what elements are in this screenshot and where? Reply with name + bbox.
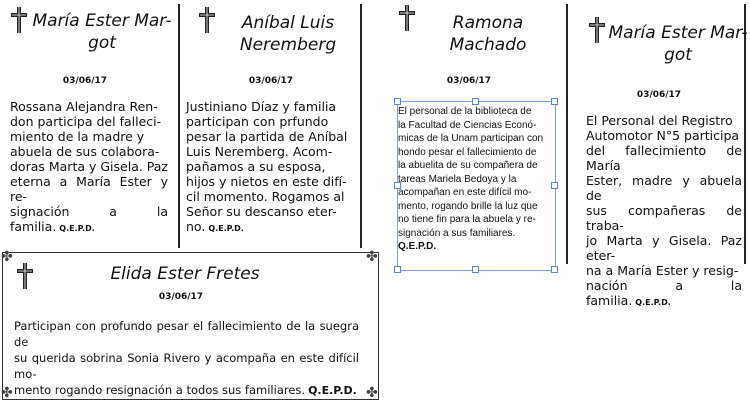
notice-date: 03/06/17 [636, 90, 682, 100]
column-divider [566, 4, 568, 264]
notice-text: Justiniano Díaz y familia participan con prfundo pesar la partida de Aníbal Luis Neremberg. Acom- pañamos a su esposa, hijos y nietos en este difí- cil momento. Rogamos al Señor su descanso eter- no. Q.E.P.D. [186, 99, 348, 234]
column-divider [178, 4, 180, 248]
resize-handle[interactable] [472, 98, 479, 105]
resize-handle[interactable] [551, 182, 558, 189]
cross-icon [196, 6, 218, 34]
deceased-name: María Ester Mar- got [608, 23, 748, 65]
resize-handle[interactable] [472, 266, 479, 273]
column-divider [360, 4, 362, 248]
qepd-label: Q.E.P.D. [635, 298, 671, 307]
deceased-name: Ramona Machado [449, 13, 527, 55]
cross-icon [8, 6, 30, 34]
corner-ornament: ✤ [366, 249, 378, 265]
notice-date: 03/06/17 [62, 76, 108, 86]
corner-ornament: ✤ [1, 385, 13, 401]
notice-text: El personal de la biblioteca de la Facultad de Ciencias Econó- micas de la Unam participan con hondo pesar el fallecimiento de la abuelita de su compañera de tareas Mariela Bedoya y la acompañan en este difícil mo- mento, rogando brille la luz que no tiene fin para la abuela y re- signación a sus familiares. Q.E.P.D. [398, 106, 544, 252]
notice-date: 03/06/17 [446, 76, 492, 86]
notice-text: Participan con profundo pesar el fallecimiento de la suegra de su querida sobrina Sonia Rivero y acompaña en este difícil mo- mento rogando resignación a todos sus familiares. Q.E.P.D. [14, 319, 359, 397]
corner-ornament: ✤ [366, 385, 378, 401]
resize-handle[interactable] [551, 266, 558, 273]
qepd-label: Q.E.P.D. [308, 384, 357, 397]
resize-handle[interactable] [551, 98, 558, 105]
cross-icon [396, 4, 418, 32]
resize-handle[interactable] [394, 98, 401, 105]
qepd-label: Q.E.P.D. [398, 241, 437, 252]
deceased-name: Elida Ester Fretes [110, 264, 260, 284]
cross-icon [14, 262, 36, 290]
qepd-label: Q.E.P.D. [59, 224, 95, 233]
cross-icon [586, 16, 608, 44]
deceased-name: Aníbal Luis Neremberg [239, 13, 337, 55]
resize-handle[interactable] [394, 266, 401, 273]
notice-date: 03/06/17 [248, 76, 294, 86]
corner-ornament: ✤ [1, 249, 13, 265]
qepd-label: Q.E.P.D. [208, 224, 244, 233]
deceased-name: María Ester Mar- got [32, 11, 172, 53]
notice-date: 03/06/17 [158, 292, 204, 302]
notice-text: El Personal del Registro Automotor N°5 participa del fallecimiento de María Ester, madre y abuela de sus compañeras de traba- jo Marta y Gisela. Paz eter- na a María Ester y resig- nación a la familia. Q.E.P.D. [586, 113, 742, 308]
notice-text: Rossana Alejandra Ren- don participa del falleci- miento de la madre y abuela de sus colabora- doras Marta y Gisela. Paz eterna a María Ester y re- signación a la familia. Q.E.P.D. [10, 99, 168, 234]
